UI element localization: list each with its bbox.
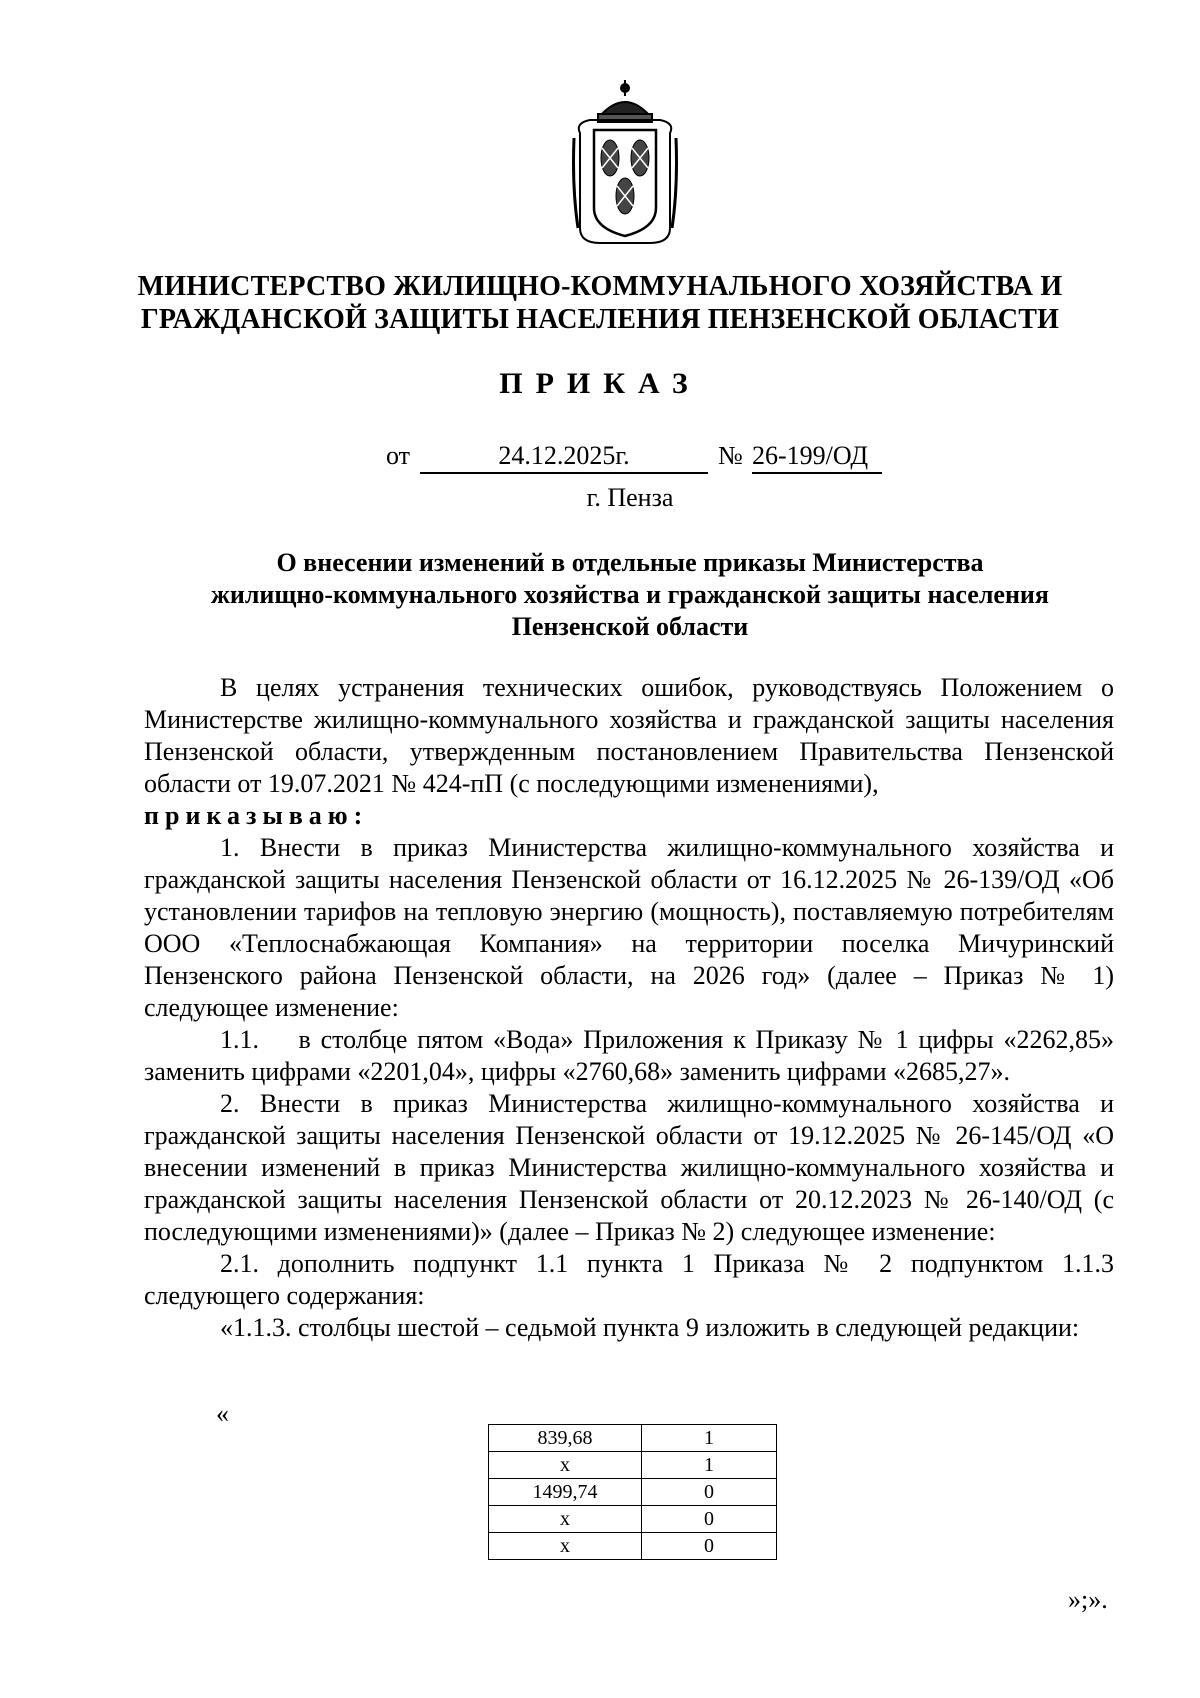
table-cell: 0 [642,1533,777,1560]
values-table [488,1424,777,1560]
table-cell: х [489,1506,642,1533]
order-subject [160,547,1100,643]
intro-paragraph: В целях устранения технических ошибок, руководствуясь Положением о Министерстве жилищно-коммунального хозяйства и гражданской защиты населения Пензенской области, утвержденным постановлением Правительства Пензенской области от 19.07.2021 № 424-пП (с последующими изменениями), [144,673,1114,798]
table-cell: 0 [642,1506,777,1533]
table-row [489,1533,777,1560]
order-date-number-line [0,441,1200,475]
quote-open: « [216,1399,229,1428]
order-number: 26-199/ОД [752,441,882,474]
order-title: ПРИКАЗ [499,367,701,400]
paragraph-2-1: 2.1. дополнить подпункт 1.1 пункта 1 Приказа № 2 подпунктом 1.1.3 следующего содержания: [144,1249,1114,1310]
ministry-name-line1: МИНИСТЕРСТВО ЖИЛИЩНО-КОММУНАЛЬНОГО ХОЗЯЙСТВА И [137,271,1063,302]
order-date: 24.12.2025г. [420,441,708,474]
table-cell: х [489,1452,642,1479]
subject-line2: жилищно-коммунального хозяйства и гражданской защиты населения [211,580,1049,609]
quote-close: »;». [1068,1585,1108,1614]
ministry-name [100,270,1100,336]
subject-line1: О внесении изменений в отдельные приказы Министерства [276,548,984,577]
ministry-name-line2: ГРАЖДАНСКОЙ ЗАЩИТЫ НАСЕЛЕНИЯ ПЕНЗЕНСКОЙ ОБЛАСТИ [140,304,1060,335]
table-cell: 1499,74 [489,1479,642,1506]
table-row [489,1425,777,1452]
paragraph-1-1: 1.1. в столбце пятом «Вода» Приложения к Приказу № 1 цифры «2262,85» заменить цифрами «2201,04», цифры «2760,68» заменить цифрами «2685,27». [144,1025,1121,1086]
order-body [144,672,1121,1344]
order-word-paragraph [144,800,1114,832]
table-row [489,1452,777,1479]
table-cell: 839,68 [489,1425,642,1452]
subject-line3: Пензенской области [511,612,749,641]
city: г. Пенза [586,483,674,512]
order-word: приказываю: [144,801,369,830]
table-row [489,1479,777,1506]
table-cell: 1 [642,1425,777,1452]
table-row [489,1506,777,1533]
paragraph-2-1-3: «1.1.3. столбцы шестой – седьмой пункта 9 изложить в следующей редакции: [220,1313,1080,1342]
date-prefix: от [386,441,411,470]
coat-of-arms-emblem [570,78,680,246]
number-sign: № [718,441,743,470]
paragraph-1: 1. Внести в приказ Министерства жилищно-коммунального хозяйства и гражданской защиты населения Пензенской области от 16.12.2025 № 26-139/ОД «Об установлении тарифов на тепловую энергию (мощность), поставляемую потребителям ООО «Теплоснабжающая Компания» на территории поселка Мичуринский Пензенского района Пензенской области, на 2026 год» (далее – Приказ № 1) следующее изменение: [144,833,1114,1022]
table-cell: 0 [642,1479,777,1506]
table-cell: 1 [642,1452,777,1479]
paragraph-2: 2. Внести в приказ Министерства жилищно-коммунального хозяйства и гражданской защиты населения Пензенской области от 19.12.2025 № 26-145/ОД «О внесении изменений в приказ Министерства жилищно-коммунального хозяйства и гражданской защиты населения Пензенской области от 20.12.2023 № 26-140/ОД (с последующими изменениями)» (далее – Приказ № 2) следующее изменение: [144,1089,1114,1246]
table-cell: х [489,1533,642,1560]
